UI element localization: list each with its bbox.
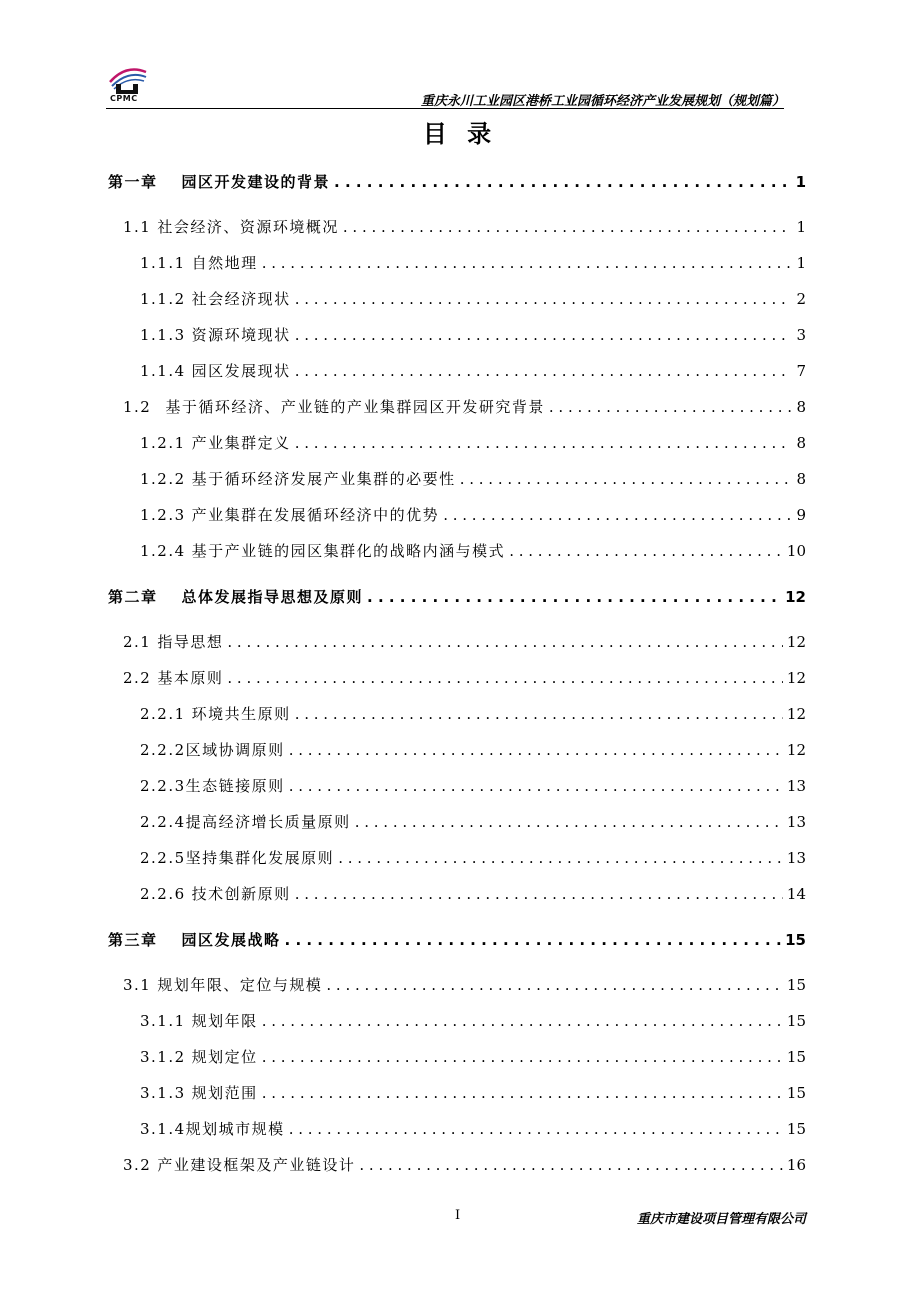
toc-leader-dots <box>509 541 783 561</box>
toc-entry-number: 3.1.1 <box>140 1012 186 1030</box>
toc-entry-title: 规划城市规模 <box>185 1120 285 1138</box>
toc-entry-number: 3.1.2 <box>140 1048 186 1066</box>
toc-entry-title: 坚持集群化发展原则 <box>185 849 335 867</box>
toc-entry-title: 基于循环经济发展产业集群的必要性 <box>191 470 456 488</box>
toc-entry-title: 产业建设框架及产业链设计 <box>157 1156 356 1174</box>
toc-entry[interactable] <box>123 397 806 417</box>
toc-leader-dots <box>295 433 793 453</box>
toc-entry-number: 2.2.2 <box>140 741 186 759</box>
toc-entry-page: 1 <box>796 218 806 236</box>
toc-entry[interactable] <box>140 812 806 832</box>
toc-entry-number: 1.1.2 <box>140 290 186 308</box>
toc-entry-chapter-1[interactable] <box>108 172 806 192</box>
toc-leader-dots <box>262 1083 783 1103</box>
toc-entry-title: 规划年限 <box>191 1012 258 1030</box>
toc-entry-page: 15 <box>786 976 806 994</box>
toc-leader-dots <box>460 469 793 489</box>
toc-entry-page: 12 <box>786 705 806 723</box>
toc-entry-number: 2.1 <box>123 633 152 651</box>
toc-leader-dots <box>262 253 793 273</box>
toc-leader-dots <box>295 289 793 309</box>
toc-leader-dots <box>295 704 783 724</box>
toc-entry-number: 3.1.3 <box>140 1084 186 1102</box>
toc-entry-number: 1.2.1 <box>140 434 186 452</box>
toc-entry-page: 15 <box>785 931 806 949</box>
toc-entry-number: 2.2.5 <box>140 849 186 867</box>
toc-leader-dots <box>262 1011 783 1031</box>
toc-entry-number: 2.2.1 <box>140 705 186 723</box>
toc-entry[interactable] <box>140 1047 806 1067</box>
toc-leader-dots <box>549 397 793 417</box>
toc-entry-title: 规划年限、定位与规模 <box>157 976 323 994</box>
toc-entry-page: 12 <box>786 633 806 651</box>
toc-entry-page: 13 <box>786 849 806 867</box>
toc-entry-page: 3 <box>796 326 806 344</box>
toc-entry-number: 1.1.1 <box>140 254 186 272</box>
toc-leader-dots <box>285 930 782 950</box>
toc-entry-page: 1 <box>796 254 806 272</box>
toc-leader-dots <box>289 1119 783 1139</box>
toc-entry[interactable] <box>123 975 806 995</box>
toc-entry[interactable] <box>140 253 806 273</box>
toc-leader-dots <box>359 1155 783 1175</box>
toc-entry[interactable] <box>123 1155 806 1175</box>
toc-entry[interactable] <box>140 541 806 561</box>
toc-entry-number: 1.1 <box>123 218 152 236</box>
toc-entry[interactable] <box>140 505 806 525</box>
toc-leader-dots <box>326 975 783 995</box>
toc-entry-chapter-2[interactable] <box>108 587 806 607</box>
toc-leader-dots <box>355 812 783 832</box>
toc-entry[interactable] <box>140 848 806 868</box>
toc-leader-dots <box>334 172 792 192</box>
toc-leader-dots <box>289 776 783 796</box>
toc-leader-dots <box>262 1047 783 1067</box>
logo-text: CPMC <box>110 94 138 103</box>
toc-entry-number: 1.1.4 <box>140 362 186 380</box>
toc-entry[interactable] <box>140 1119 806 1139</box>
toc-entry-page: 1 <box>795 173 806 191</box>
document-header-title: 重庆永川工业园区港桥工业园循环经济产业发展规划（规划篇） <box>420 94 785 109</box>
toc-entry[interactable] <box>140 740 806 760</box>
toc-entry-title: 总体发展指导思想及原则 <box>181 588 364 606</box>
toc-entry-number: 1.2.4 <box>140 542 186 560</box>
toc-entry-number: 2.2.4 <box>140 813 186 831</box>
toc-entry[interactable] <box>140 469 806 489</box>
toc-entry-title: 园区发展现状 <box>191 362 291 380</box>
toc-entry-title: 规划范围 <box>191 1084 258 1102</box>
toc-leader-dots <box>227 632 783 652</box>
toc-entry-page: 15 <box>786 1120 806 1138</box>
toc-entry-number: 1.2 <box>123 398 152 416</box>
toc-entry-number: 2.2.3 <box>140 777 186 795</box>
toc-entry-number: 第三章 <box>108 931 158 949</box>
toc-entry-page: 7 <box>796 362 806 380</box>
toc-entry-title: 生态链接原则 <box>185 777 285 795</box>
toc-entry-number: 第二章 <box>108 588 158 606</box>
toc-entry-title: 提高经济增长质量原则 <box>185 813 351 831</box>
toc-entry-number: 1.1.3 <box>140 326 186 344</box>
toc-entry-title: 社会经济、资源环境概况 <box>157 218 339 236</box>
toc-entry[interactable] <box>123 217 806 237</box>
toc-entry-number: 3.2 <box>123 1156 152 1174</box>
toc-entry-title: 产业集群定义 <box>191 434 291 452</box>
toc-leader-dots <box>295 361 793 381</box>
toc-leader-dots <box>338 848 783 868</box>
toc-entry[interactable] <box>140 1083 806 1103</box>
toc-entry-title: 产业集群在发展循环经济中的优势 <box>191 506 440 524</box>
toc-entry-page: 14 <box>786 885 806 903</box>
toc-entry-number: 1.2.2 <box>140 470 186 488</box>
toc-entry-title: 资源环境现状 <box>191 326 291 344</box>
toc-entry-title: 园区发展战略 <box>181 931 281 949</box>
toc-entry-page: 13 <box>786 777 806 795</box>
toc-entry[interactable] <box>140 704 806 724</box>
toc-entry-title: 区域协调原则 <box>185 741 285 759</box>
footer-company-name: 重庆市建设项目管理有限公司 <box>636 1212 806 1227</box>
toc-entry-page: 8 <box>796 398 806 416</box>
toc-entry-title: 指导思想 <box>157 633 224 651</box>
toc-entry-title: 社会经济现状 <box>191 290 291 308</box>
toc-entry-page: 8 <box>796 470 806 488</box>
toc-entry-page: 12 <box>785 588 806 606</box>
toc-entry[interactable] <box>140 433 806 453</box>
toc-entry-title: 园区开发建设的背景 <box>181 173 331 191</box>
toc-entry-number: 3.1 <box>123 976 152 994</box>
toc-entry-number: 2.2.6 <box>140 885 186 903</box>
toc-entry-page: 16 <box>786 1156 806 1174</box>
toc-leader-dots <box>295 325 793 345</box>
toc-entry[interactable] <box>123 668 806 688</box>
toc-leader-dots <box>443 505 792 525</box>
toc-entry-page: 2 <box>796 290 806 308</box>
toc-entry[interactable] <box>140 325 806 345</box>
toc-entry-page: 12 <box>786 669 806 687</box>
toc-entry-page: 15 <box>786 1048 806 1066</box>
toc-leader-dots <box>367 587 781 607</box>
footer-page-number: I <box>455 1208 461 1223</box>
toc-entry-page: 8 <box>796 434 806 452</box>
toc-entry-title: 规划定位 <box>191 1048 258 1066</box>
toc-entry-page: 15 <box>786 1012 806 1030</box>
toc-entry-title: 自然地理 <box>191 254 258 272</box>
toc-leader-dots <box>289 740 783 760</box>
toc-entry[interactable] <box>123 632 806 652</box>
toc-entry-page: 13 <box>786 813 806 831</box>
toc-entry[interactable] <box>140 776 806 796</box>
toc-entry-page: 15 <box>786 1084 806 1102</box>
toc-entry-title: 基本原则 <box>157 669 224 687</box>
toc-leader-dots <box>343 217 793 237</box>
toc-entry-chapter-3[interactable] <box>108 930 806 950</box>
toc-entry-page: 9 <box>796 506 806 524</box>
toc-entry-title: 基于循环经济、产业链的产业集群园区开发研究背景 <box>165 398 545 416</box>
toc-entry-number: 1.2.3 <box>140 506 186 524</box>
toc-entry-title: 技术创新原则 <box>191 885 291 903</box>
toc-entry[interactable] <box>140 1011 806 1031</box>
toc-entry[interactable] <box>140 884 806 904</box>
toc-entry-number: 第一章 <box>108 173 158 191</box>
toc-entry[interactable] <box>140 361 806 381</box>
toc-entry-page: 10 <box>786 542 806 560</box>
toc-leader-dots <box>295 884 783 904</box>
toc-entry[interactable] <box>140 289 806 309</box>
toc-entry-title: 环境共生原则 <box>191 705 291 723</box>
toc-entry-number: 2.2 <box>123 669 152 687</box>
toc-entry-number: 3.1.4 <box>140 1120 186 1138</box>
toc-entry-title: 基于产业链的园区集群化的战略内涵与模式 <box>191 542 506 560</box>
toc-entry-page: 12 <box>786 741 806 759</box>
toc-leader-dots <box>227 668 783 688</box>
toc-title: 目 录 <box>422 120 498 148</box>
